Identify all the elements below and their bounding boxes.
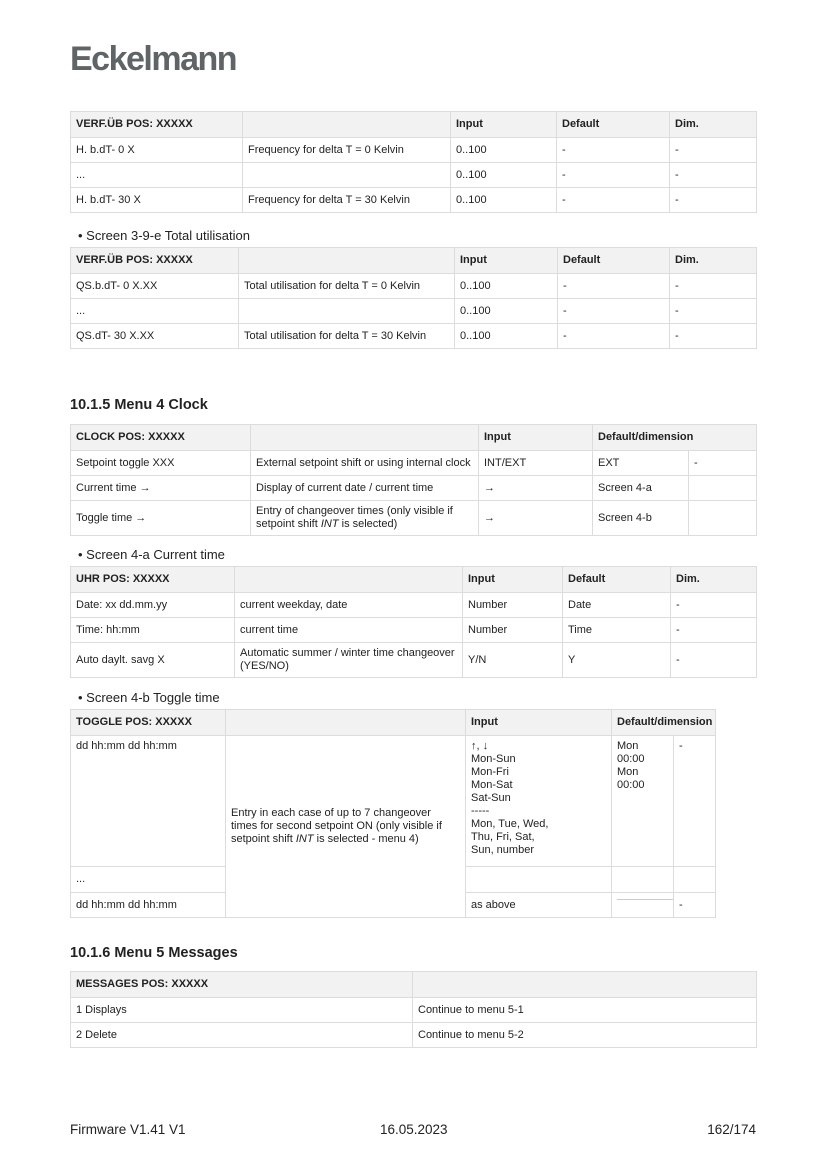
cell: QS.dT- 30 X.XX bbox=[71, 324, 239, 349]
desc-italic: INT bbox=[295, 833, 314, 845]
cell: Entry of changeover times (only visible if setpoint shift INT is selected) bbox=[251, 501, 479, 536]
cell: - bbox=[670, 138, 757, 163]
description-cell bbox=[226, 736, 466, 918]
footer-firmware: Firmware V1.41 V1 bbox=[70, 1122, 186, 1137]
header-cell: Dim. bbox=[670, 112, 757, 138]
header-cell bbox=[243, 112, 451, 138]
cell: - bbox=[557, 138, 670, 163]
header-cell: Input bbox=[466, 710, 612, 736]
input-option: Mon-Sat bbox=[471, 779, 513, 791]
header-cell: MESSAGES POS: XXXXX bbox=[71, 972, 413, 998]
cell: Total utilisation for delta T = 0 Kelvin bbox=[239, 274, 455, 299]
cell: Y/N bbox=[463, 643, 563, 678]
cell bbox=[674, 867, 716, 893]
messages-table bbox=[70, 971, 757, 1048]
cell bbox=[612, 867, 674, 893]
cell bbox=[689, 501, 757, 536]
header-cell: Input bbox=[451, 112, 557, 138]
cell: Screen 4-b bbox=[593, 501, 689, 536]
cell: Setpoint toggle XXX bbox=[71, 451, 251, 476]
table-row bbox=[71, 299, 757, 324]
input-option: Sat-Sun bbox=[471, 792, 511, 804]
cell: Date bbox=[563, 593, 671, 618]
cell: 0..100 bbox=[455, 274, 558, 299]
header-cell bbox=[251, 425, 479, 451]
cell: - bbox=[671, 643, 757, 678]
input-option: ----- bbox=[471, 805, 490, 817]
input-option: Mon-Fri bbox=[471, 766, 509, 778]
cell: Number bbox=[463, 618, 563, 643]
header-cell: VERF.ÜB POS: XXXXX bbox=[71, 112, 243, 138]
header-cell bbox=[239, 248, 455, 274]
cell: - bbox=[674, 893, 716, 918]
cell: QS.b.dT- 0 X.XX bbox=[71, 274, 239, 299]
header-cell: Default/dimension bbox=[612, 710, 716, 736]
cell: 0..100 bbox=[451, 188, 557, 213]
header-cell: Default bbox=[558, 248, 670, 274]
cell: - bbox=[670, 324, 757, 349]
table-header-row bbox=[71, 710, 716, 736]
bullet-screen-4-a: • Screen 4-a Current time bbox=[78, 547, 225, 562]
cell: Toggle time → bbox=[71, 501, 251, 536]
cell: - bbox=[557, 163, 670, 188]
verf-utilisation-table bbox=[70, 247, 757, 349]
table-row bbox=[71, 593, 757, 618]
section-heading-menu-5: 10.1.6 Menu 5 Messages bbox=[70, 945, 238, 961]
cell: Screen 4-a bbox=[593, 476, 689, 501]
table-header-row bbox=[71, 972, 757, 998]
cell: External setpoint shift or using internal clock bbox=[251, 451, 479, 476]
cell bbox=[612, 893, 674, 918]
cell: - bbox=[670, 274, 757, 299]
cell: current time bbox=[235, 618, 463, 643]
table-header-row bbox=[71, 567, 757, 593]
input-option: ↑, ↓ bbox=[471, 740, 489, 752]
cell: - bbox=[558, 324, 670, 349]
header-cell bbox=[235, 567, 463, 593]
default-value: 00:00 bbox=[617, 753, 645, 765]
cell: - bbox=[670, 163, 757, 188]
bullet-screen-4-b: • Screen 4-b Toggle time bbox=[78, 690, 220, 705]
footer-page-number: 162/174 bbox=[707, 1122, 756, 1137]
cell: 0..100 bbox=[455, 324, 558, 349]
table-row bbox=[71, 998, 757, 1023]
clock-table bbox=[70, 424, 757, 536]
cell: Frequency for delta T = 0 Kelvin bbox=[243, 138, 451, 163]
cell: 0..100 bbox=[451, 138, 557, 163]
cell: Total utilisation for delta T = 30 Kelvin bbox=[239, 324, 455, 349]
cell: EXT bbox=[593, 451, 689, 476]
verf-frequency-table bbox=[70, 111, 757, 213]
bullet-text: Screen 4-a Current time bbox=[86, 547, 225, 562]
cell: ... bbox=[71, 867, 226, 893]
table-row bbox=[71, 324, 757, 349]
cell: 0..100 bbox=[451, 163, 557, 188]
cell: - bbox=[670, 188, 757, 213]
cell: Display of current date / current time bbox=[251, 476, 479, 501]
table-row bbox=[71, 736, 716, 867]
cell: - bbox=[689, 451, 757, 476]
table-header-row bbox=[71, 248, 757, 274]
desc-text: is selected - menu 4) bbox=[313, 833, 419, 845]
cell: Time: hh:mm bbox=[71, 618, 235, 643]
cell: - bbox=[674, 736, 716, 867]
table-row bbox=[71, 188, 757, 213]
default-value: 00:00 bbox=[617, 779, 645, 791]
cell: dd hh:mm dd hh:mm bbox=[71, 736, 226, 867]
table-row bbox=[71, 501, 757, 536]
table-row bbox=[71, 1023, 757, 1048]
table-row bbox=[71, 451, 757, 476]
cell: Time bbox=[563, 618, 671, 643]
table-row bbox=[71, 274, 757, 299]
bullet-screen-3-9-e: • Screen 3-9-e Total utilisation bbox=[78, 228, 250, 243]
cell: Automatic summer / winter time changeover (YES/NO) bbox=[235, 643, 463, 678]
cell: 1 Displays bbox=[71, 998, 413, 1023]
input-option: Mon-Sun bbox=[471, 753, 516, 765]
cell: → bbox=[479, 501, 593, 536]
header-cell: UHR POS: XXXXX bbox=[71, 567, 235, 593]
default-value: Mon bbox=[617, 740, 639, 752]
header-cell: Dim. bbox=[671, 567, 757, 593]
cell: Number bbox=[463, 593, 563, 618]
current-time-table bbox=[70, 566, 757, 678]
desc-text: Entry in each case of up to 7 changeover times for second setpoint ON (only visible if setpoint shift bbox=[231, 807, 442, 845]
table-row bbox=[71, 618, 757, 643]
section-heading-menu-4: 10.1.5 Menu 4 Clock bbox=[70, 397, 208, 413]
cell: - bbox=[670, 299, 757, 324]
cell: INT/EXT bbox=[479, 451, 593, 476]
header-cell: Default bbox=[557, 112, 670, 138]
input-option: Sun, number bbox=[471, 844, 534, 856]
table-header-row bbox=[71, 112, 757, 138]
cell bbox=[689, 476, 757, 501]
header-cell: Dim. bbox=[670, 248, 757, 274]
header-cell: Default bbox=[563, 567, 671, 593]
header-cell bbox=[413, 972, 757, 998]
cell: H. b.dT- 0 X bbox=[71, 138, 243, 163]
table-row bbox=[71, 163, 757, 188]
header-cell: Default/dimension bbox=[593, 425, 757, 451]
header-cell: CLOCK POS: XXXXX bbox=[71, 425, 251, 451]
cell: - bbox=[558, 274, 670, 299]
cell: dd hh:mm dd hh:mm bbox=[71, 893, 226, 918]
cell: Continue to menu 5-1 bbox=[413, 998, 757, 1023]
header-cell: Input bbox=[455, 248, 558, 274]
input-options-cell bbox=[466, 736, 612, 867]
cell: - bbox=[557, 188, 670, 213]
footer-date: 16.05.2023 bbox=[380, 1122, 448, 1137]
cell: H. b.dT- 30 X bbox=[71, 188, 243, 213]
cell: as above bbox=[466, 893, 612, 918]
table-row bbox=[71, 643, 757, 678]
default-value: Mon bbox=[617, 766, 639, 778]
cell bbox=[466, 867, 612, 893]
cell: - bbox=[671, 593, 757, 618]
cell: - bbox=[671, 618, 757, 643]
cell: ... bbox=[71, 299, 239, 324]
default-cell bbox=[612, 736, 674, 867]
header-cell bbox=[226, 710, 466, 736]
header-cell: Input bbox=[463, 567, 563, 593]
cell: ... bbox=[71, 163, 243, 188]
toggle-time-table bbox=[70, 709, 716, 918]
cell: Date: xx dd.mm.yy bbox=[71, 593, 235, 618]
divider bbox=[617, 899, 673, 900]
cell: 0..100 bbox=[455, 299, 558, 324]
input-option: Mon, Tue, Wed, bbox=[471, 818, 549, 830]
cell: Continue to menu 5-2 bbox=[413, 1023, 757, 1048]
table-header-row bbox=[71, 425, 757, 451]
cell: current weekday, date bbox=[235, 593, 463, 618]
table-row bbox=[71, 138, 757, 163]
eckelmann-logo: Eckelmann bbox=[70, 40, 237, 78]
cell: - bbox=[558, 299, 670, 324]
cell: Y bbox=[563, 643, 671, 678]
cell: Current time → bbox=[71, 476, 251, 501]
cell: Auto daylt. savg X bbox=[71, 643, 235, 678]
cell: → bbox=[479, 476, 593, 501]
cell: 2 Delete bbox=[71, 1023, 413, 1048]
cell: Frequency for delta T = 30 Kelvin bbox=[243, 188, 451, 213]
input-option: Thu, Fri, Sat, bbox=[471, 831, 535, 843]
cell bbox=[239, 299, 455, 324]
bullet-text: Screen 4-b Toggle time bbox=[86, 690, 220, 705]
header-cell: Input bbox=[479, 425, 593, 451]
bullet-text: Screen 3-9-e Total utilisation bbox=[86, 228, 250, 243]
table-row bbox=[71, 476, 757, 501]
header-cell: TOGGLE POS: XXXXX bbox=[71, 710, 226, 736]
header-cell: VERF.ÜB POS: XXXXX bbox=[71, 248, 239, 274]
cell bbox=[243, 163, 451, 188]
